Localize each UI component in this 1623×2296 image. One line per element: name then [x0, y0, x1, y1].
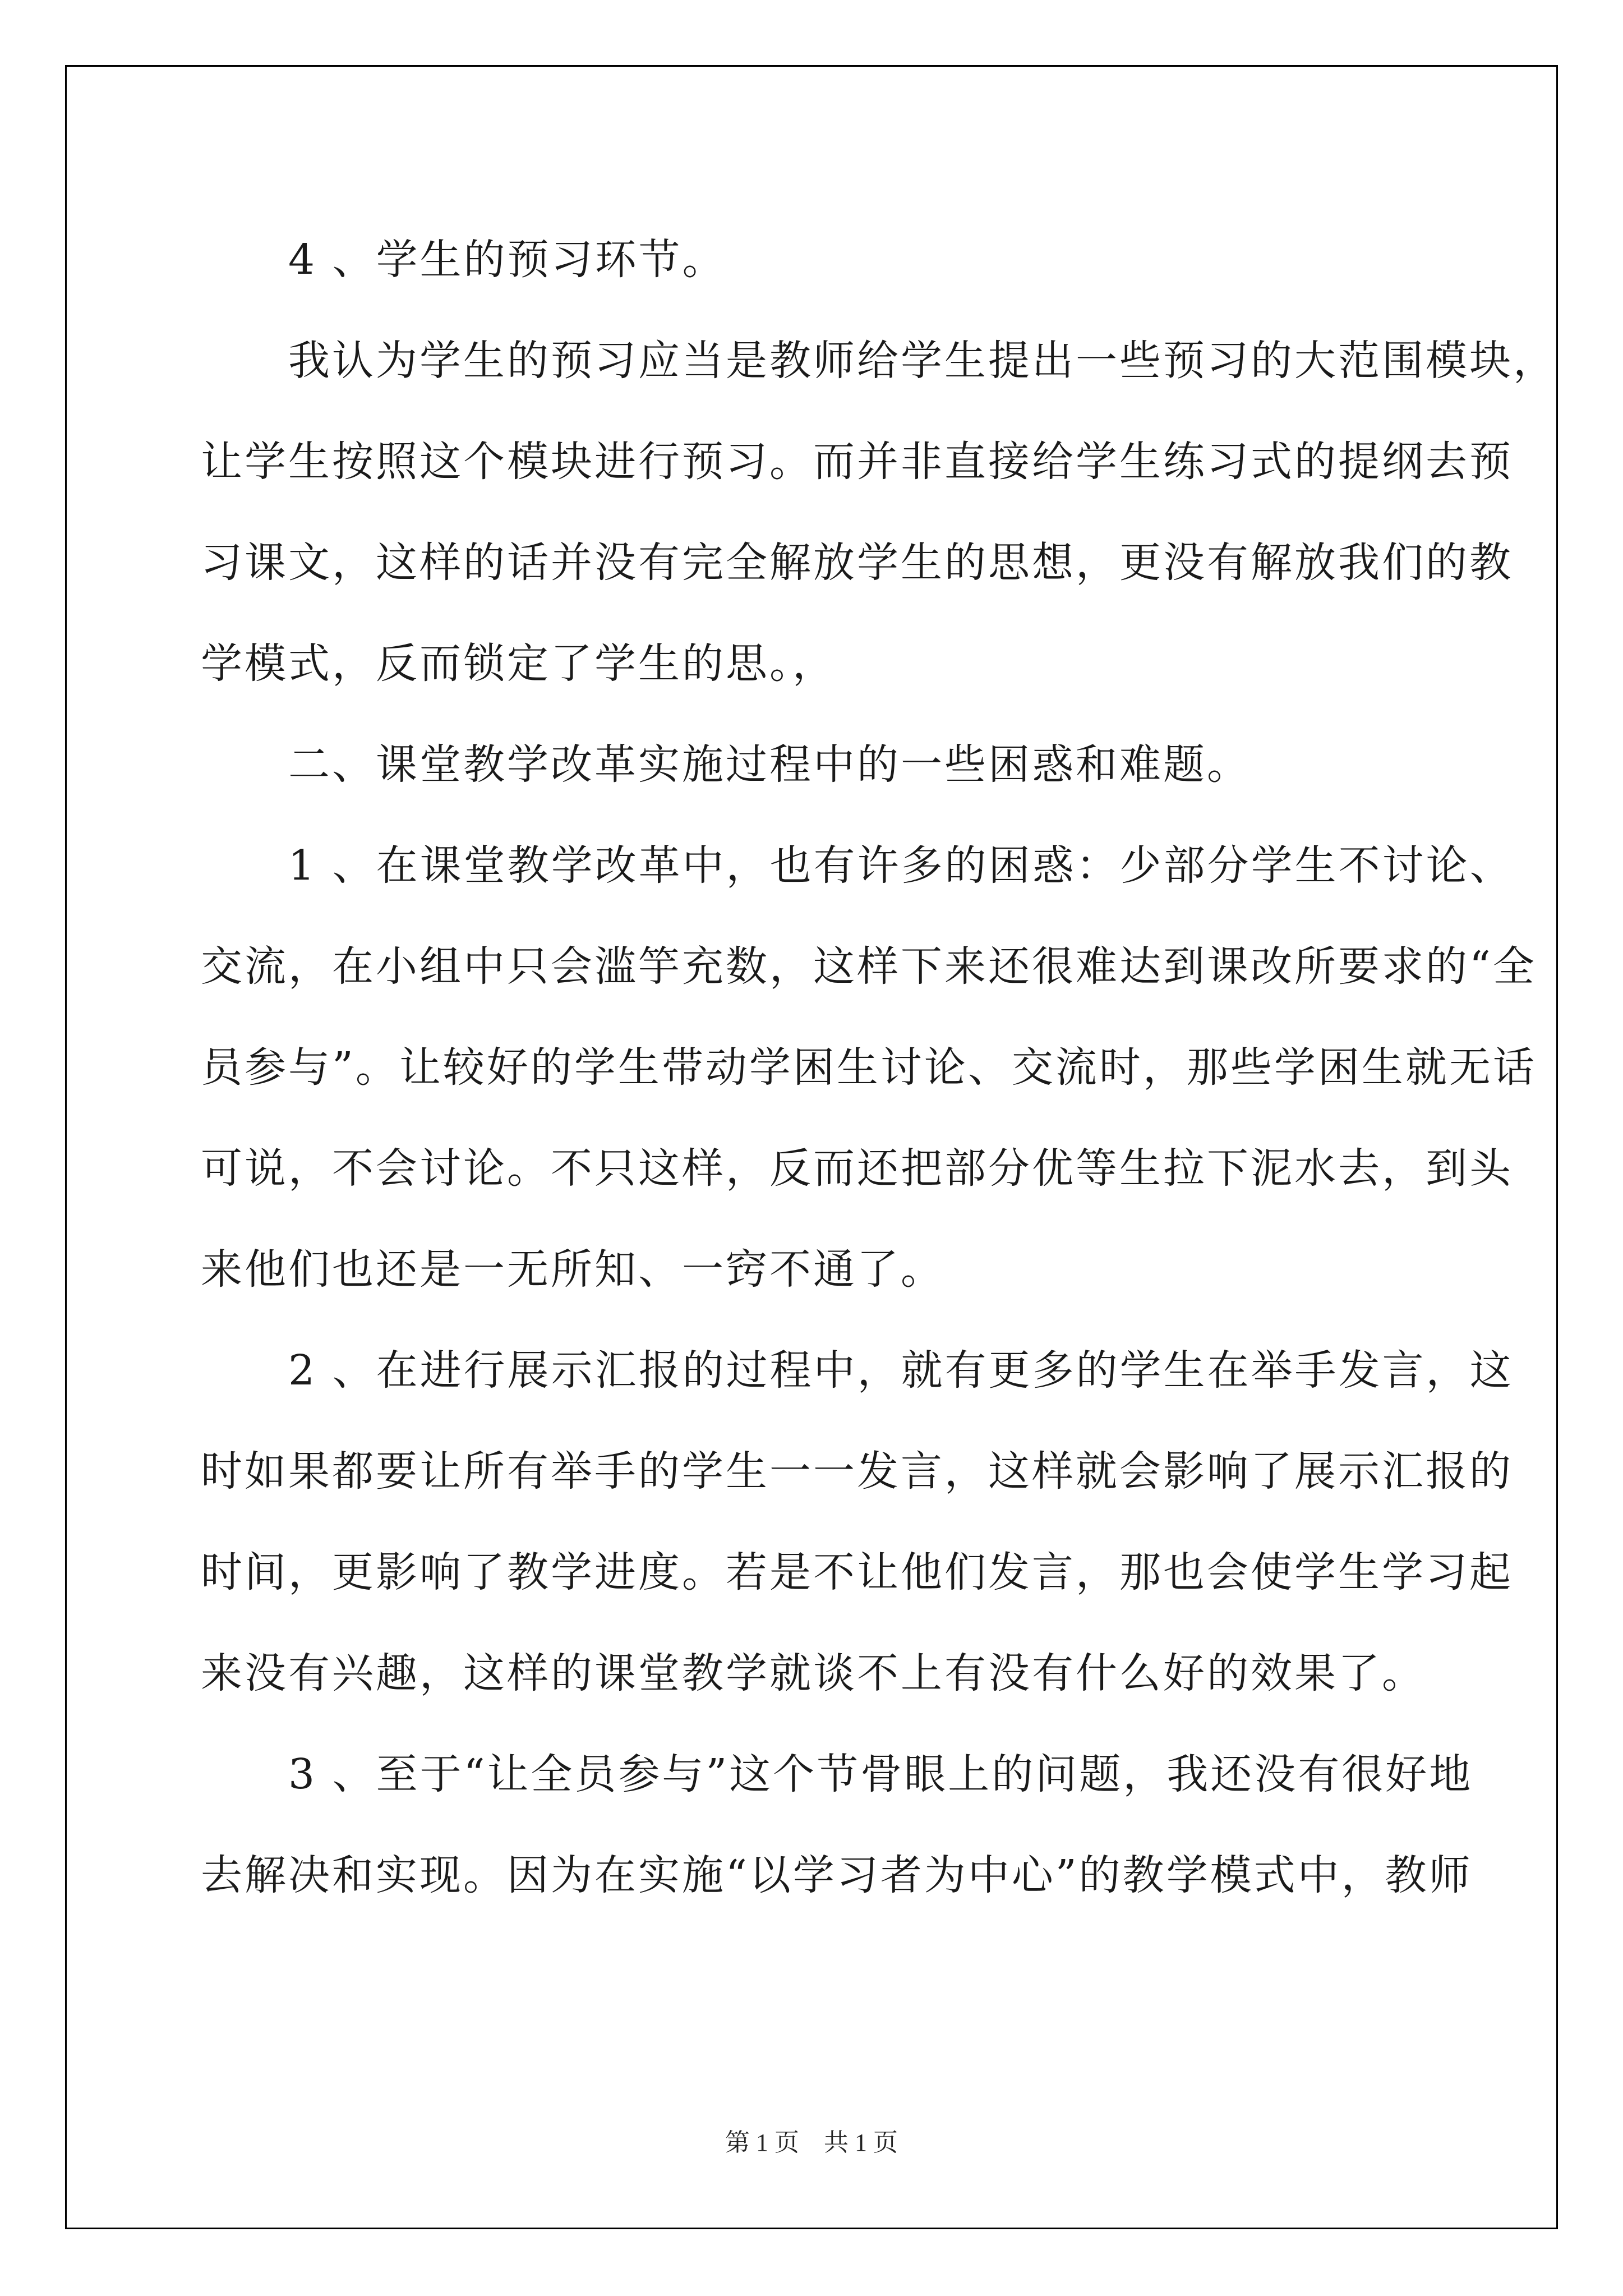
page-footer: 第 1 页 共 1 页: [725, 2129, 898, 2156]
text-line: 2 、在进行展示汇报的过程中，就有更多的学生在举手发言，这: [201, 1346, 1514, 1395]
text-line: 来没有兴趣，这样的课堂教学就谈不上有没有什么好的效果了。: [201, 1649, 1426, 1697]
text-line: 二、课堂教学改革实施过程中的一些困惑和难题。: [201, 740, 1251, 789]
text-line: 来他们也还是一无所知、一窍不通了。: [201, 1245, 944, 1294]
text-line: 可说，不会讨论。不只这样，反而还把部分优等生拉下泥水去，到头: [201, 1144, 1513, 1193]
text-line: 我认为学生的预习应当是教师给学生提出一些预习的大范围模块，: [201, 337, 1557, 385]
text-line: 1 、在课堂教学改革中，也有许多的困惑：少部分学生不讨论、: [201, 841, 1514, 890]
text-line: 员参与”。让较好的学生带动学困生讨论、交流时，那些学困生就无话: [201, 1043, 1537, 1092]
text-line: 交流，在小组中只会滥竽充数，这样下来还很难达到课改所要求的“全: [201, 942, 1537, 991]
text-line: 时间，更影响了教学进度。若是不让他们发言，那也会使学生学习起: [201, 1548, 1513, 1596]
text-line: 4 、学生的预习环节。: [201, 236, 726, 284]
text-line: 去解决和实现。因为在实施“以学习者为中心”的教学模式中，教师: [201, 1851, 1473, 1899]
text-line: 3 、至于“让全员参与”这个节骨眼上的问题，我还没有很好地: [201, 1750, 1473, 1798]
text-line: 习课文，这样的话并没有完全解放学生的思想，更没有解放我们的教: [201, 539, 1513, 587]
text-line: 时如果都要让所有举手的学生一一发言，这样就会影响了展示汇报的: [201, 1447, 1513, 1496]
text-line: 学模式，反而锁定了学生的思。，: [201, 639, 836, 688]
text-line: 让学生按照这个模块进行预习。而并非直接给学生练习式的提纲去预: [201, 438, 1513, 486]
